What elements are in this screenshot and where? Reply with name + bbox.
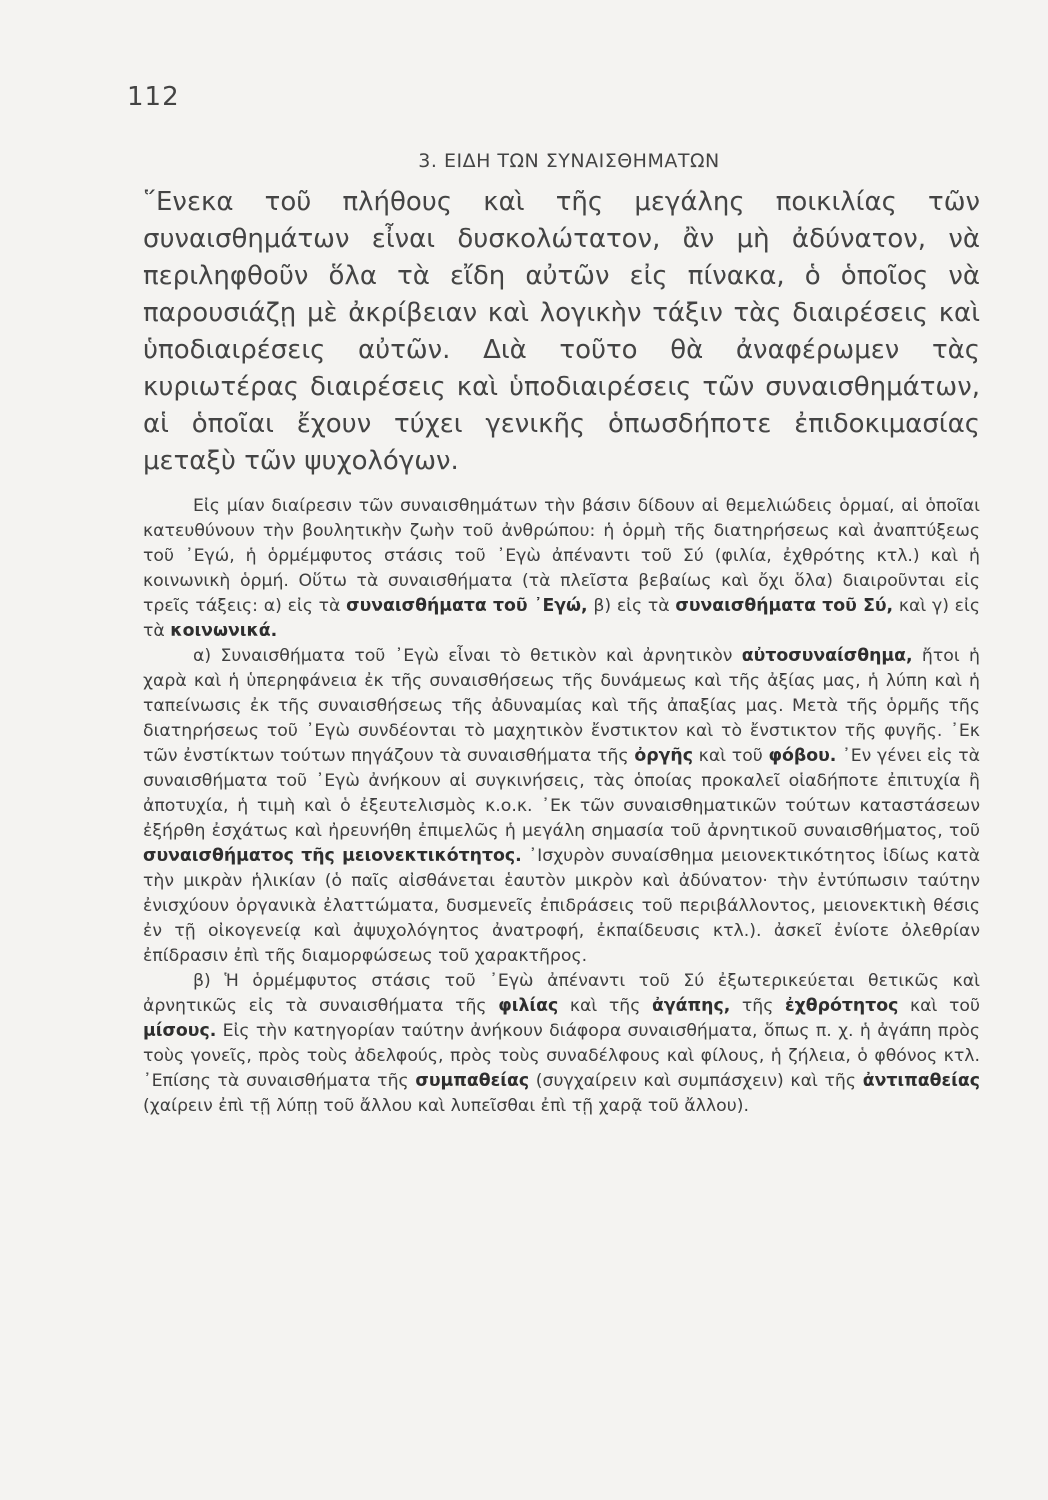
paragraph-drive-division: Εἰς μίαν διαίρεσιν τῶν συναισθημάτων τὴν βάσιν δίδουν αἱ θεμελιώδεις ὁρμαί, αἱ ὁποῖαι κατευθύνουν τὴν βουλητικὴν ζωὴν τοῦ ἀνθρώπου: ἡ ὁρμὴ τῆς διατηρήσεως καὶ ἀναπτύξεως τοῦ ᾿Εγώ, ἡ ὁρμέμφυτος στάσις τοῦ ᾿Εγὼ ἀπέναντι τοῦ Σύ (φιλία, ἐχθρότης κτλ.) καὶ ἡ κοινωνικὴ ὁρμή. Οὕτω τὰ συναισθήματα (τὰ πλεῖστα βεβαίως καὶ ὄχι ὅλα) διαιροῦνται εἰς τρεῖς τάξεις: α) εἰς τὰ συναισθήματα τοῦ ᾿Εγώ, β) εἰς τὰ συναισθήματα τοῦ Σύ, καὶ γ) εἰς τὰ κοινωνικά.	[143, 496, 980, 641]
paragraph-you-feelings: β) Ἡ ὁρμέμφυτος στάσις τοῦ ᾿Εγὼ ἀπέναντι τοῦ Σύ ἐξωτερικεύεται θετικῶς καὶ ἀρνητικῶς εἰς τὰ συναισθήματα τῆς φιλίας καὶ τῆς ἀγάπης, τῆς ἐχθρότητος καὶ τοῦ μίσους. Εἰς τὴν κατηγορίαν ταύτην ἀνήκουν διάφορα συναισθήματα, ὅπως π. χ. ἡ ἀγάπη πρὸς τοὺς γονεῖς, πρὸς τοὺς ἀδελφούς, πρὸς τοὺς συναδέλφους καὶ φίλους, ἡ ζήλεια, ὁ φθόνος κτλ. ᾿Επίσης τὰ συναισθήματα τῆς συμπαθείας (συγχαίρειν καὶ συμπάσχειν) καὶ τῆς ἀντιπαθείας (χαίρειν ἐπὶ τῇ λύπῃ τοῦ ἄλλου καὶ λυπεῖσθαι ἐπὶ τῇ χαρᾷ τοῦ ἄλλου).	[143, 971, 980, 1116]
chapter-title: 3. ΕΙΔΗ ΤΩΝ ΣΥΝΑΙΣΘΗΜΑΤΩΝ	[418, 150, 720, 172]
body-text	[143, 494, 980, 1119]
paragraph-ego-feelings: α) Συναισθήματα τοῦ ᾿Εγὼ εἶναι τὸ θετικὸν καὶ ἀρνητικὸν αὐτοσυναίσθημα, ἤτοι ἡ χαρὰ καὶ ἡ ὑπερηφάνεια ἐκ τῆς συναισθήσεως τῆς δυνάμεως καὶ τῆς ἀξίας μας, ἡ λύπη καὶ ἡ ταπείνωσις ἐκ τῆς συναισθήσεως τῆς ἀδυναμίας καὶ τῆς ἀπαξίας μας. Μετὰ τῆς ὁρμῆς τῆς διατηρήσεως τοῦ ᾿Εγὼ συνδέονται τὸ μαχητικὸν ἔνστικτον καὶ τὸ ἔνστικτον τῆς φυγῆς. ᾿Εκ τῶν ἐνστίκτων τούτων πηγάζουν τὰ συναισθήματα τῆς ὀργῆς καὶ τοῦ φόβου. ᾿Εν γένει εἰς τὰ συναισθήματα τοῦ ᾿Εγὼ ἀνήκουν αἱ συγκινήσεις, τὰς ὁποίας προκαλεῖ οἱαδήποτε ἐπιτυχία ἢ ἀποτυχία, ἡ τιμὴ καὶ ὁ ἐξευτελισμὸς κ.ο.κ. ᾿Εκ τῶν συναισθηματικῶν τούτων καταστάσεων ἐξήρθη ἐσχάτως καὶ ἠρευνήθη ἐπιμελῶς ἡ μεγάλη σημασία τοῦ ἀρνητικοῦ συναισθήματος, τοῦ συναισθήματος τῆς μειονεκτικότητος. ᾿Ισχυρὸν συναίσθημα μειονεκτικότητος ἰδίως κατὰ τὴν μικρὰν ἡλικίαν (ὁ παῖς αἰσθάνεται ἑαυτὸν μικρὸν καὶ ἀδύνατον· τὴν ἐντύπωσιν ταύτην ἐνισχύουν ὀργανικὰ ἐλαττώματα, δυσμενεῖς ἐπιδράσεις τοῦ περιβάλλοντος, μειονεκτικὴ θέσις ἐν τῇ οἰκογενείᾳ καὶ ἀψυχολόγητος ἀνατροφή, ἐκπαίδευσις κτλ.). ἀσκεῖ ἐνίοτε ὀλεθρίαν ἐπίδρασιν ἐπὶ τῆς διαμορφώσεως τοῦ χαρακτῆρος.	[143, 646, 981, 966]
intro-paragraph: ῞Ενεκα τοῦ πλήθους καὶ τῆς μεγάλης ποικιλίας τῶν συναισθημάτων εἶναι δυσκολώτατον, ἂν μὴ ἀδύνατον, νὰ περιληφθοῦν ὅλα τὰ εἴδη αὐτῶν εἰς πίνακα, ὁ ὁποῖος νὰ παρουσιάζῃ μὲ ἀκρίβειαν καὶ λογικὴν τάξιν τὰς διαιρέσεις καὶ ὑποδιαιρέσεις αὐτῶν. Διὰ τοῦτο θὰ ἀναφέρωμεν τὰς κυριωτέρας διαιρέσεις καὶ ὑποδιαιρέσεις τῶν συναισθημάτων, αἱ ὁποῖαι ἔχουν τύχει γενικῆς ὁπωσδήποτε ἐπιδοκιμασίας μεταξὺ τῶν ψυχολόγων.	[143, 187, 980, 476]
page-number: 112	[127, 82, 180, 112]
